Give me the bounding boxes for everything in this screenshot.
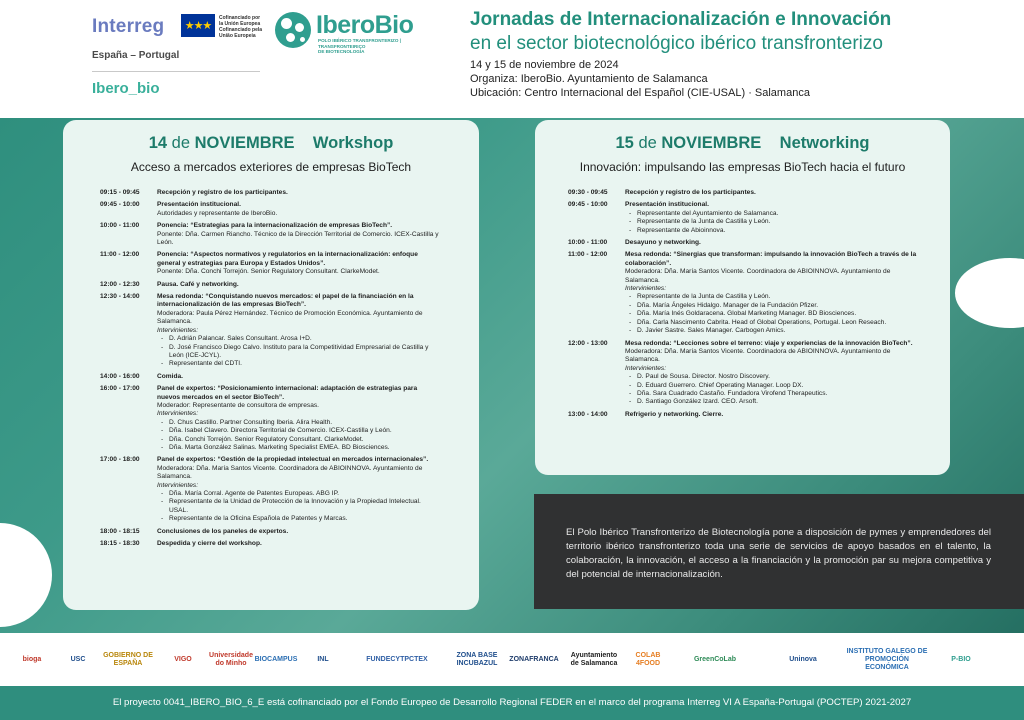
agenda-text: Moderadora: Dña. María Santos Vicente. Coordinadora de ABIOINNOVA. Ayuntamiento de Salamanca.: [625, 347, 891, 364]
agenda-bullet: - Dña. Conchi Torrejón. Senior Regulatory Consultant. ClarkeModet.: [157, 436, 441, 444]
sponsor-logo: USC: [70, 656, 86, 663]
agenda-bullet: - Representante de la Junta de Castilla y León.: [625, 218, 923, 226]
eu-flag-icon: ★★★: [181, 14, 215, 37]
agenda-title: Mesa redonda: “Sinergias que transforman: impulsando la innovación BioTech a través de la colaboración”.: [625, 251, 917, 267]
agenda-bullet: - D. José Francisco Diego Calvo. Instituto para la Competitividad Empresarial de Castilla y León (ICE-JCYL).: [157, 344, 441, 361]
agenda-body: [157, 385, 441, 452]
sponsor-logo: Ayuntamiento de Salamanca: [570, 652, 618, 667]
agenda-text: Autoridades y representante de IberoBio.: [157, 209, 278, 217]
sponsor-logo: BIOCAMPUS: [254, 656, 298, 663]
agenda-body: [625, 251, 923, 335]
agenda-body: [157, 222, 441, 247]
agenda-note: Intervinientes:: [625, 364, 667, 372]
day1-panel: [63, 120, 479, 610]
agenda-note: Intervinientes:: [157, 326, 199, 334]
day1-heading: 14 de NOVIEMBRE Workshop: [148, 134, 394, 152]
iberobio-logo-name: IberoBio: [316, 11, 414, 39]
agenda-body: [157, 540, 441, 548]
agenda-row: [100, 189, 441, 197]
agenda-bullet: - Dña. Sara Cuadrado Castaño. Fundadora Virofend Therapeutics.: [625, 390, 923, 398]
agenda-title: Comida.: [157, 372, 184, 380]
agenda-title: Ponencia: “Estrategias para la internacionalización de empresas BioTech”.: [157, 222, 393, 230]
agenda-title: Mesa redonda: “Lecciones sobre el terreno: viaje y experiencias de la innovación BioTech”.: [625, 339, 913, 347]
about-box: [534, 494, 1024, 609]
agenda-title: Mesa redonda: “Conquistando nuevos mercados: el papel de la financiación en la internacionalización de las empresas BioTech”.: [157, 293, 414, 309]
iberobio-logo-icon: [275, 12, 311, 48]
sponsor-logo: FUNDECYTPCTEX: [366, 656, 428, 663]
agenda-row: [100, 385, 441, 452]
agenda-time: 10:00 - 11:00: [100, 222, 140, 230]
decorative-circle: [955, 258, 1024, 328]
agenda-row: [100, 528, 441, 536]
agenda-bullet: - D. Adrián Palancar. Sales Consultant. Arosa I+D.: [157, 335, 441, 343]
sponsor-logo: INSTITUTO GALEGO DE PROMOCIÓN ECONÓMICA: [846, 648, 928, 671]
agenda-time: 12:00 - 12:30: [100, 280, 140, 288]
header: [0, 0, 1024, 118]
agenda-body: [625, 201, 923, 235]
agenda-row: [568, 189, 923, 197]
agenda-time: 10:00 - 11:00: [568, 239, 608, 247]
agenda-bullet: - Representante del CDTI.: [157, 360, 441, 368]
agenda-title: Pausa. Café y networking.: [157, 280, 239, 288]
divider: [92, 71, 260, 72]
agenda-bullet: - Representante de la Oficina Española de Patentes y Marcas.: [157, 515, 441, 523]
agenda-bullet: - Dña. Marta González Salinas. Marketing Specialist EMEA. BD Biosciences.: [157, 444, 441, 452]
agenda-bullet: - D. Santiago González Izard. CEO. Arsoft.: [625, 398, 923, 406]
sponsor-logo: bioga: [22, 656, 42, 663]
event-dates: 14 y 15 de noviembre de 2024: [470, 59, 619, 71]
agenda-row: [100, 373, 441, 381]
agenda-time: 14:00 - 16:00: [100, 372, 140, 380]
agenda-title: Presentación institucional.: [157, 201, 241, 209]
agenda-row: [100, 456, 441, 523]
interreg-logo: Interreg: [92, 16, 165, 37]
agenda-bullet: - Dña. Isabel Clavero. Directora Territorial de Comercio. ICEX-Castilla y León.: [157, 427, 441, 435]
agenda-row: [568, 251, 923, 335]
agenda-time: 11:00 - 12:00: [568, 251, 608, 259]
agenda-row: [100, 293, 441, 369]
agenda-bullet: - Representante de la Unidad de Protección de la Innovación y la Propiedad Intelectual. USAL.: [157, 498, 441, 515]
agenda-note: Intervinientes:: [157, 481, 199, 489]
agenda-body: [625, 411, 923, 419]
agenda-time: 09:45 - 10:00: [568, 201, 608, 209]
sponsor-logo: GOBIERNO DE ESPAÑA: [103, 652, 153, 667]
agenda-body: [625, 340, 923, 407]
agenda-row: [568, 411, 923, 419]
agenda-text: Ponente: Dña. Carmen Riancho. Técnico de la Dirección Territorial de Comercio. ICEX-Castilla y León.: [157, 230, 439, 247]
agenda-body: [157, 251, 441, 276]
agenda-time: 09:30 - 09:45: [568, 189, 608, 196]
agenda-bullet: - Representante de Abioinnova.: [625, 227, 923, 235]
agenda-bullet: - Representante de la Junta de Castilla y León.: [625, 293, 923, 301]
eu-cofinanced-text: Cofinanciado por la Unión Europea Cofinanciado pela União Europeia: [219, 15, 263, 39]
sponsor-logo: ZONAFRANCA: [509, 656, 559, 663]
agenda-note: Intervinientes:: [157, 410, 199, 418]
agenda-time: 09:45 - 10:00: [100, 201, 140, 209]
agenda-title: Ponencia: “Aspectos normativos y regulatorios en la internacionalización: enfoque general y estrategias para Europa y Estados Unidos”.: [157, 251, 418, 267]
agenda-time: 12:30 - 14:00: [100, 293, 140, 301]
agenda-text: Moderador: Representante de consultora de empresas.: [157, 401, 320, 409]
agenda-row: [100, 251, 441, 276]
sponsor-logo: P-BIO: [951, 656, 971, 663]
agenda-bullet: - Dña. María Corral. Agente de Patentes Europeas. ABG IP.: [157, 490, 441, 498]
agenda-time: 12:00 - 13:00: [568, 339, 608, 347]
agenda-body: [157, 456, 441, 523]
program-name: Ibero_bio: [92, 80, 160, 97]
day1-agenda: [100, 189, 441, 552]
agenda-time: 11:00 - 12:00: [100, 251, 140, 259]
agenda-row: [568, 340, 923, 407]
sponsor-logo: VIGO: [174, 656, 192, 663]
agenda-body: [157, 373, 441, 381]
sponsor-logo: Universidade do Minho: [209, 652, 253, 667]
sponsor-logo: ZONA BASE INCUBAZUL: [456, 652, 498, 667]
agenda-text: Moderadora: Dña. María Santos Vicente. Coordinadora de ABIOINNOVA. Ayuntamiento de Salamanca.: [625, 268, 891, 284]
day2-agenda: [568, 189, 923, 423]
event-organizer: Organiza: IberoBio. Ayuntamiento de Salamanca: [470, 73, 708, 85]
agenda-text: Moderadora: Dña. María Santos Vicente. Coordinadora de ABIOINNOVA. Ayuntamiento de Salamanca.: [157, 464, 423, 481]
sponsor-logo: GreenCoLab: [693, 656, 736, 663]
agenda-title: Recepción y registro de los participantes.: [625, 189, 756, 196]
agenda-title: Conclusiones de los paneles de expertos.: [157, 527, 289, 535]
agenda-text: Ponente: Dña. Conchi Torrejón. Senior Regulatory Consultant. ClarkeModet.: [157, 268, 380, 276]
decorative-circle: [0, 523, 52, 627]
agenda-row: [100, 281, 441, 289]
day1-subtitle: Acceso a mercados exteriores de empresas BioTech: [130, 160, 412, 174]
agenda-time: 18:15 - 18:30: [100, 540, 140, 548]
agenda-body: [625, 239, 923, 247]
agenda-time: 16:00 - 17:00: [100, 385, 140, 393]
day2-panel: [535, 120, 950, 475]
iberobio-logo-subtitle: POLO IBÉRICO TRANSFRONTERIZO | TRANSFRONTEIRIÇO DE BIOTECNOLOGÍA: [318, 38, 401, 54]
agenda-bullet: - Dña. Carla Nascimento Cabrita. Head of Global Operations, Portugal. Leon Reseach.: [625, 319, 923, 327]
agenda-title: Refrigerio y networking. Cierre.: [625, 410, 724, 418]
agenda-title: Panel de expertos: “Gestión de la propiedad intelectual en mercados internacionales”.: [157, 456, 429, 464]
agenda-bullet: - D. Javier Sastre. Sales Manager. Carbogen Amics.: [625, 327, 923, 335]
agenda-bullet: - D. Eduard Guerrero. Chief Operating Manager. Loop DX.: [625, 382, 923, 390]
agenda-title: Recepción y registro de los participantes.: [157, 189, 288, 196]
agenda-body: [157, 528, 441, 536]
page-title: Jornadas de Internacionalización e Innovación: [470, 9, 892, 30]
agenda-bullet: - D. Chus Castillo. Partner Consulting Iberia. Alira Health.: [157, 419, 441, 427]
agenda-time: 13:00 - 14:00: [568, 410, 608, 418]
agenda-body: [625, 189, 923, 197]
footer-funding-note: El proyecto 0041_IBERO_BIO_6_E está cofinanciado por el Fondo Europeo de Desarrollo Regional FEDER en el marco del programa Interreg VI A España-Portugal (POCTEP) 2021-2027: [0, 686, 1024, 720]
agenda-row: [568, 201, 923, 235]
page-subtitle: en el sector biotecnológico ibérico transfronterizo: [470, 33, 883, 54]
agenda-bullet: - Dña. María Inés Goldaracena. Global Marketing Manager. BD Biosciences.: [625, 310, 923, 318]
about-text: El Polo Ibérico Transfronterizo de Biotecnología pone a disposición de pymes y emprendedores del territorio ibérico transfronterizo toda una serie de servicios de apoyo basados en el talento, la colaboración, la innovación, el acceso a la financiación y la promoción par su mejora competitiva y del potencial de internacionalización.: [566, 527, 991, 580]
agenda-body: [157, 201, 441, 218]
agenda-bullet: - Representante del Ayuntamiento de Salamanca.: [625, 210, 923, 218]
sponsor-logo: INL: [317, 656, 329, 663]
agenda-title: Desayuno y networking.: [625, 239, 701, 247]
day2-heading: 15 de NOVIEMBRE Networking: [615, 134, 870, 152]
agenda-row: [568, 239, 923, 247]
agenda-row: [100, 540, 441, 548]
agenda-body: [157, 293, 441, 369]
sponsor-logos: [0, 633, 1024, 685]
agenda-row: [100, 222, 441, 247]
agenda-time: 17:00 - 18:00: [100, 456, 140, 464]
agenda-bullet: - Dña. María Ángeles Hidalgo. Manager de la Fundación Pfizer.: [625, 302, 923, 310]
agenda-row: [100, 201, 441, 218]
agenda-time: 09:15 - 09:45: [100, 189, 140, 196]
event-location: Ubicación: Centro Internacional del Español (CIE-USAL) · Salamanca: [470, 87, 810, 99]
agenda-text: Moderadora: Paula Pérez Hernández. Técnico de Promoción Económica. Ayuntamiento de Salamanca.: [157, 309, 423, 326]
agenda-note: Intervinientes:: [625, 285, 667, 293]
sponsor-logo: COLAB 4FOOD: [635, 652, 661, 667]
agenda-title: Presentación institucional.: [625, 201, 709, 209]
agenda-title: Despedida y cierre del workshop.: [157, 540, 262, 548]
agenda-bullet: - D. Paul de Sousa. Director. Nostro Discovery.: [625, 373, 923, 381]
agenda-body: [157, 189, 441, 197]
agenda-time: 18:00 - 18:15: [100, 527, 140, 535]
agenda-title: Panel de expertos: “Posicionamiento internacional: adaptación de estrategias para nuevos mercados en el sector BioTech”.: [157, 385, 418, 401]
agenda-body: [157, 281, 441, 289]
region-label: España – Portugal: [92, 50, 180, 61]
day2-subtitle: Innovación: impulsando las empresas BioTech hacia el futuro: [579, 160, 906, 174]
sponsor-logo: Uninova: [789, 656, 817, 663]
